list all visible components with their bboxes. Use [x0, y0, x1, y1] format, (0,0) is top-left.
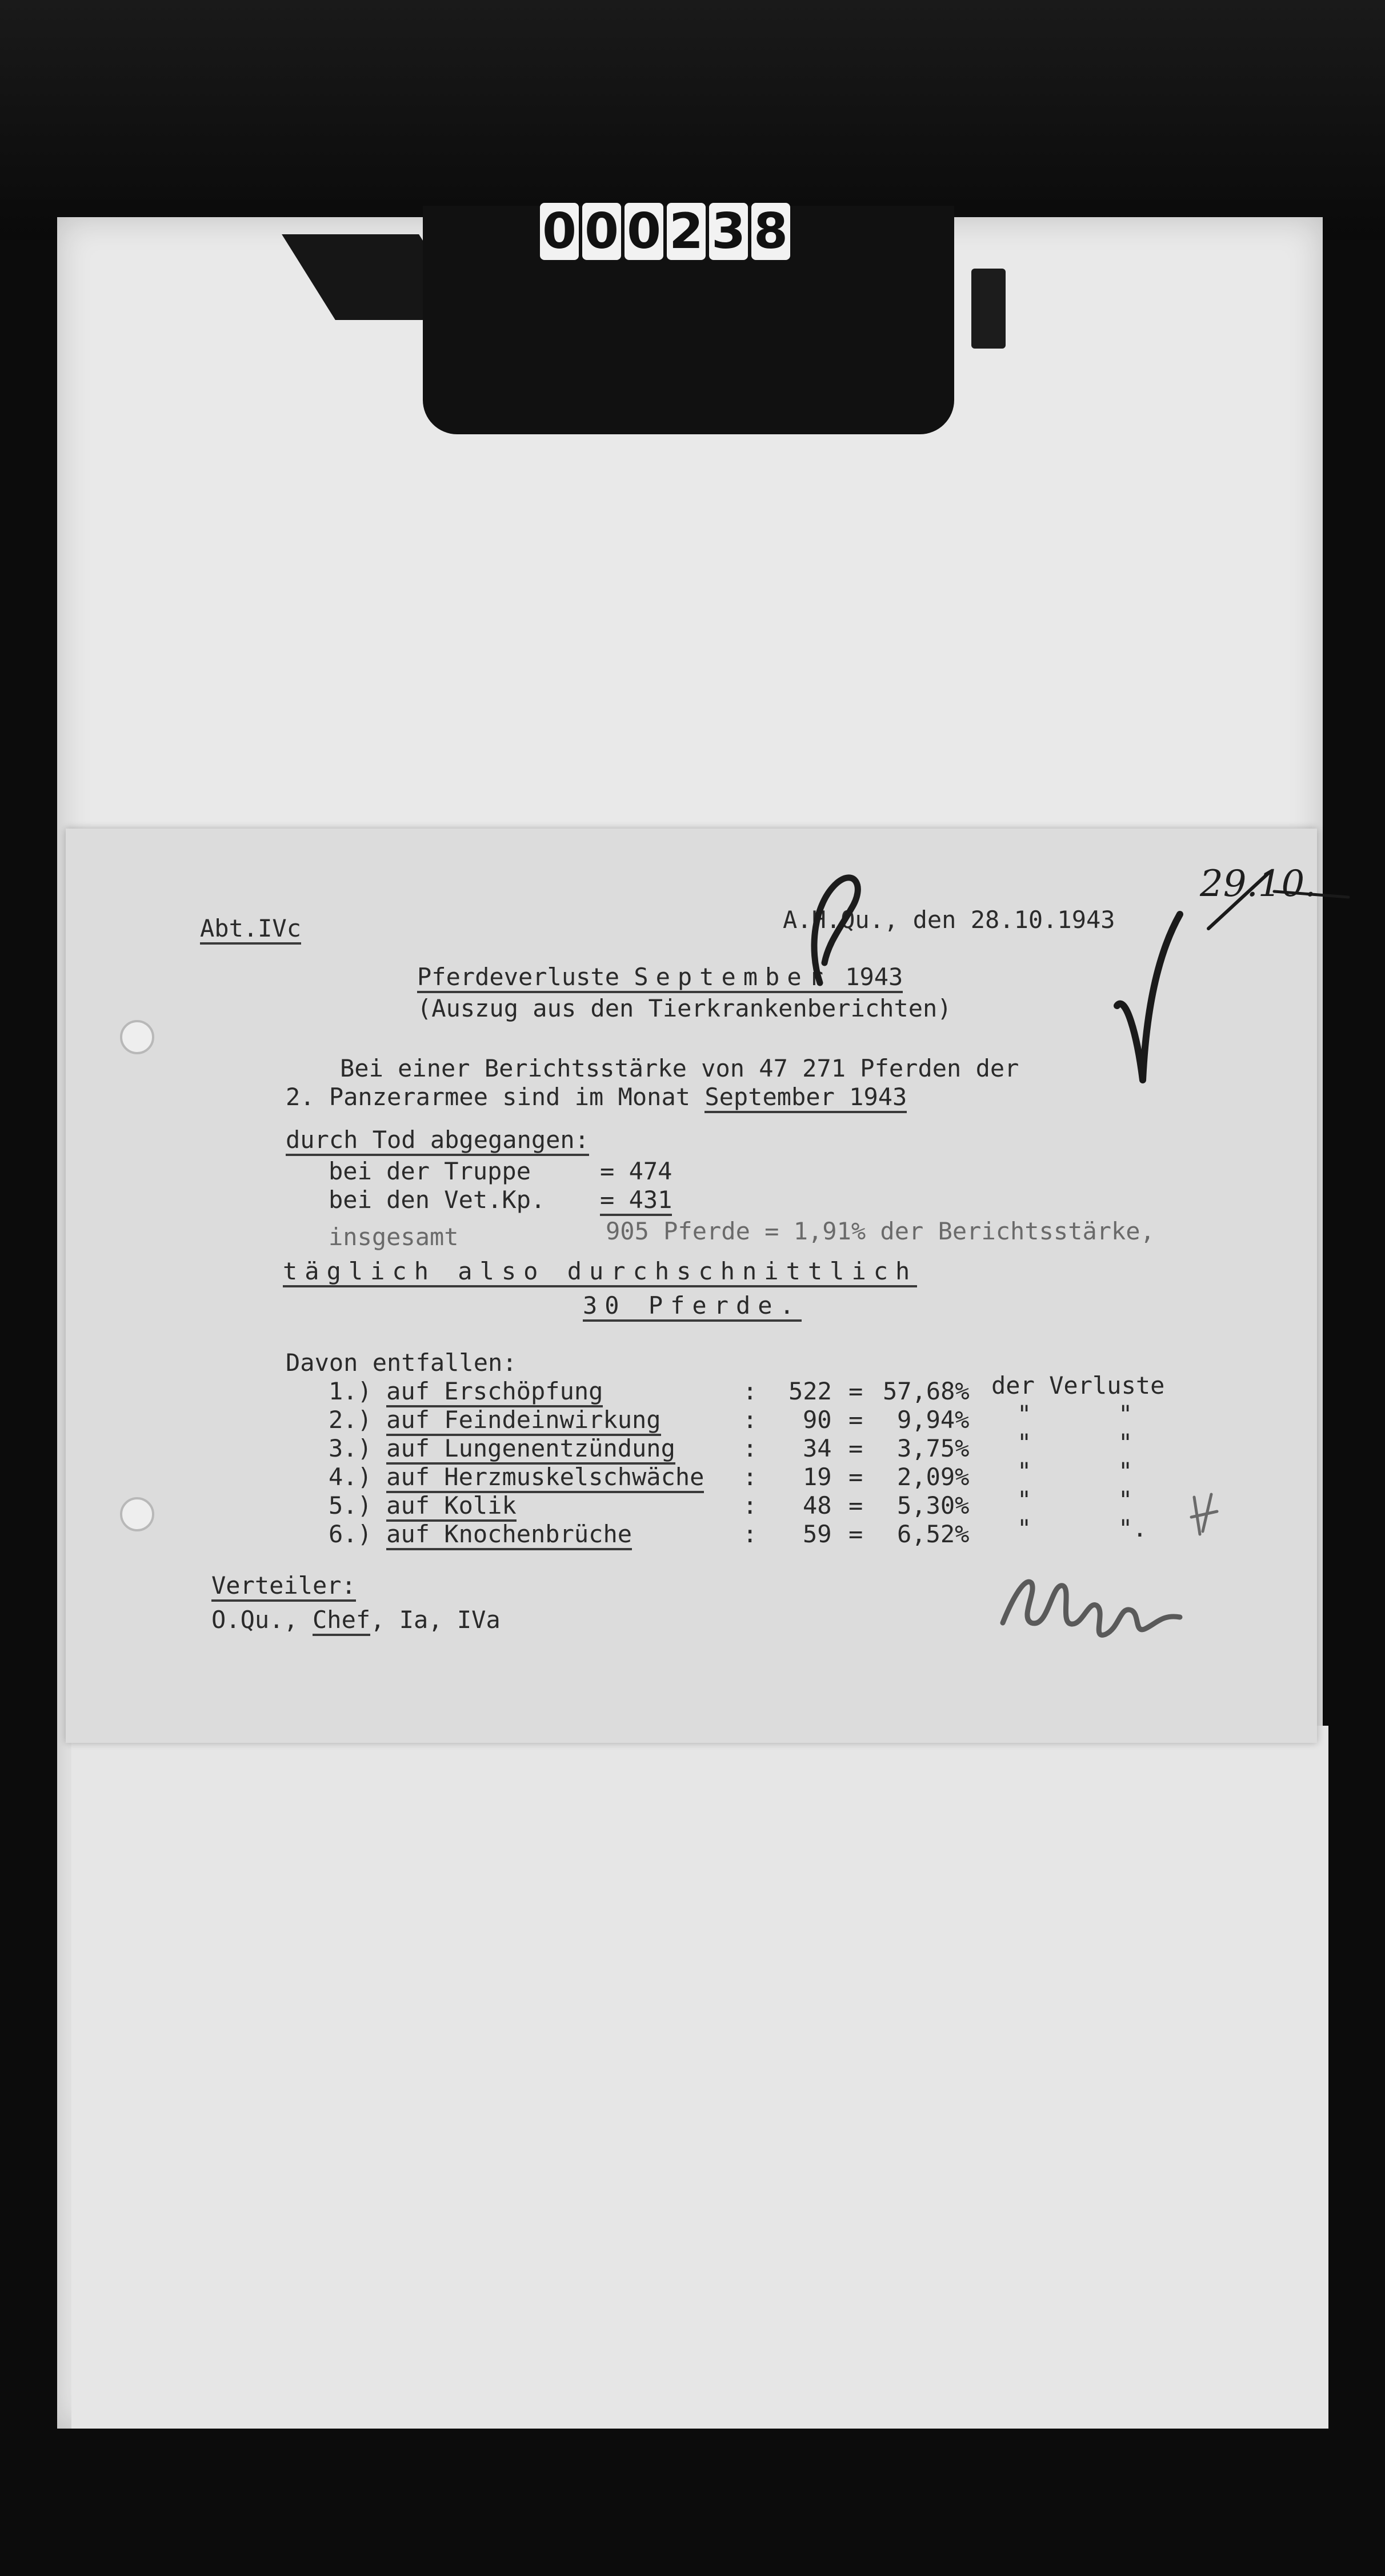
counter-digit: 0 [625, 203, 663, 260]
breakdown-eq: = [848, 1377, 863, 1405]
counter-digit: 0 [540, 203, 579, 260]
breakdown-eq: = [848, 1520, 863, 1548]
loss-value-vet: = 431 [600, 1186, 672, 1214]
memo-sheet [66, 829, 1317, 1743]
memo-subtitle: (Auszug aus den Tierkrankenberichten) [417, 994, 952, 1022]
breakdown-percent: 6,52% [897, 1520, 970, 1548]
counter-digit: 0 [582, 203, 621, 260]
handwritten-slash-mark [1206, 869, 1354, 931]
daily-average-line: täglich also durchschnittlich [283, 1257, 917, 1286]
breakdown-colon: : [743, 1463, 758, 1491]
breakdown-cause: 1.) auf Erschöpfung [329, 1377, 603, 1406]
breakdown-count: 19 [803, 1463, 832, 1491]
breakdown-heading: Davon entfallen: [286, 1349, 517, 1377]
daily-average-value: 30 Pferde. [583, 1291, 802, 1320]
breakdown-percent: 9,94% [897, 1406, 970, 1434]
loss-row-vet: bei den Vet.Kp. [329, 1186, 546, 1214]
frame-counter [540, 203, 790, 260]
breakdown-cause: 5.) auf Kolik [329, 1491, 517, 1520]
breakdown-suffix: " " [1017, 1457, 1133, 1485]
handwritten-tick-mark [1186, 1489, 1226, 1540]
loss-heading: durch Tod abgegangen: [286, 1126, 589, 1154]
breakdown-eq: = [848, 1491, 863, 1519]
breakdown-eq: = [848, 1434, 863, 1462]
breakdown-colon: : [743, 1491, 758, 1519]
breakdown-count: 522 [788, 1377, 832, 1405]
breakdown-eq: = [848, 1406, 863, 1434]
breakdown-count: 34 [803, 1434, 832, 1462]
breakdown-suffix: " " [1017, 1400, 1133, 1428]
breakdown-count: 59 [803, 1520, 832, 1548]
breakdown-percent: 5,30% [897, 1491, 970, 1519]
breakdown-percent: 57,68% [883, 1377, 970, 1405]
total-label: insgesamt [329, 1223, 459, 1251]
binder-clip-tab [971, 269, 1006, 349]
intro-line-2: 2. Panzerarmee sind im Monat September 1943 [286, 1083, 907, 1111]
distribution-heading: Verteiler: [211, 1571, 356, 1600]
intro-line-1: Bei einer Berichtsstärke von 47 271 Pferden der [340, 1054, 1019, 1082]
breakdown-count: 90 [803, 1406, 832, 1434]
place-date: A.H.Qu., den 28.10.1943 [783, 906, 1115, 934]
handwritten-paraph-mark [1111, 909, 1186, 1097]
breakdown-cause: 4.) auf Herzmuskelschwäche [329, 1463, 704, 1491]
signature [997, 1560, 1186, 1657]
loss-row-troops: bei der Truppe [329, 1157, 531, 1185]
breakdown-count: 48 [803, 1491, 832, 1519]
breakdown-colon: : [743, 1406, 758, 1434]
breakdown-percent: 3,75% [897, 1434, 970, 1462]
punch-hole [120, 1020, 154, 1054]
breakdown-cause: 2.) auf Feindeinwirkung [329, 1406, 661, 1434]
breakdown-suffix: " " [1017, 1486, 1133, 1514]
breakdown-cause: 6.) auf Knochenbrüche [329, 1520, 632, 1549]
total-text: 905 Pferde = 1,91% der Berichtsstärke, [606, 1217, 1155, 1245]
loss-value-troops: = 474 [600, 1157, 673, 1185]
breakdown-suffix: der Verluste [991, 1371, 1165, 1399]
department-label: Abt.IVc [200, 914, 301, 943]
breakdown-colon: : [743, 1377, 758, 1405]
breakdown-percent: 2,09% [897, 1463, 970, 1491]
counter-digit: 3 [709, 203, 748, 260]
breakdown-suffix: " ". [1017, 1514, 1147, 1542]
handwritten-initial-mark [797, 869, 871, 1000]
breakdown-cause: 3.) auf Lungenentzündung [329, 1434, 675, 1463]
breakdown-colon: : [743, 1520, 758, 1548]
memo-title: Pferdeverluste September 1943 [417, 963, 903, 991]
breakdown-colon: : [743, 1434, 758, 1462]
handwritten-date: 29.10. [1200, 863, 1316, 905]
page-lower-area [71, 1726, 1328, 2429]
punch-hole [120, 1497, 154, 1531]
counter-digit: 2 [667, 203, 706, 260]
breakdown-suffix: " " [1017, 1429, 1133, 1457]
counter-digit: 8 [751, 203, 790, 260]
breakdown-eq: = [848, 1463, 863, 1491]
distribution-list: O.Qu., Chef, Ia, IVa [211, 1606, 501, 1634]
